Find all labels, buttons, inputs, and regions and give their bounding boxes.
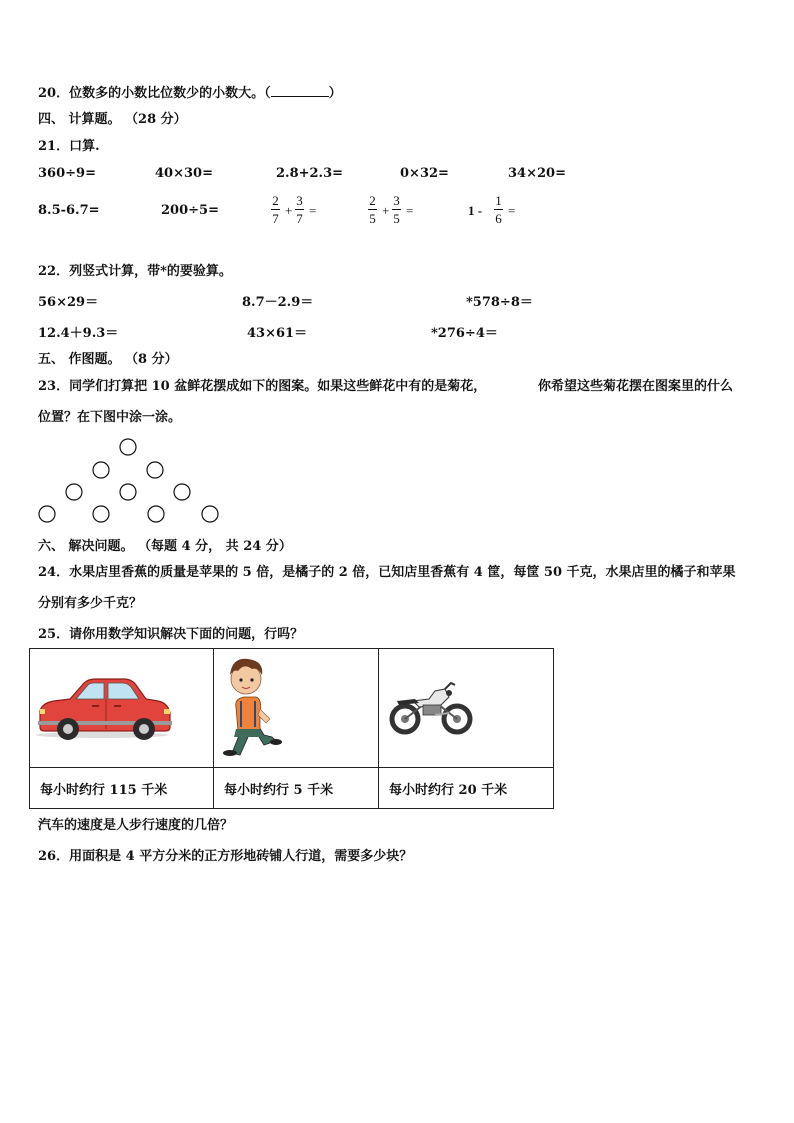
q22-item: 56×29＝ xyxy=(38,295,99,310)
q25-question: 汽车的速度是人步行速度的几倍？ xyxy=(38,818,234,833)
q20-answer-blank[interactable] xyxy=(271,84,329,97)
flower-circle[interactable] xyxy=(93,462,109,478)
plus-sign: + xyxy=(285,203,293,218)
q22-item: *276÷4＝ xyxy=(431,326,498,341)
q20-line xyxy=(38,82,342,101)
numerator: 2 xyxy=(369,193,376,208)
equals-sign: = xyxy=(406,203,414,218)
equals-sign: = xyxy=(309,203,317,218)
q21-item: 2.8+2.3= xyxy=(276,166,344,181)
numerator: 2 xyxy=(272,193,279,208)
numerator: 1 xyxy=(495,193,502,208)
flower-circle[interactable] xyxy=(148,506,164,522)
q21-title: 21．口算. xyxy=(38,139,100,154)
denominator: 5 xyxy=(369,211,376,226)
caption-motorcycle: 每小时约行 20 千米 xyxy=(379,768,554,809)
denominator: 5 xyxy=(393,211,400,226)
fraction xyxy=(271,193,280,226)
equals-sign: = xyxy=(508,203,516,218)
q21-item: 34×20= xyxy=(508,166,566,181)
numerator: 3 xyxy=(393,193,400,208)
section-4-title: 四、 计算题。 （28 分） xyxy=(38,112,187,127)
flower-circle[interactable] xyxy=(93,506,109,522)
numerator: 3 xyxy=(296,193,303,208)
q21-item: 360÷9= xyxy=(38,166,96,181)
flower-circle[interactable] xyxy=(120,484,136,500)
denominator: 7 xyxy=(272,211,279,226)
q21-item: 8.5-6.7= xyxy=(38,203,100,218)
flower-circle[interactable] xyxy=(120,439,136,455)
q22-item: 12.4＋9.3＝ xyxy=(38,326,119,341)
q26-text: 26．用面积是 4 平方分米的正方形地砖铺人行道，需要多少块？ xyxy=(38,849,413,864)
flower-circle[interactable] xyxy=(66,484,82,500)
flower-circle[interactable] xyxy=(39,506,55,522)
denominator: 6 xyxy=(495,211,502,226)
motorcycle-icon xyxy=(379,649,553,763)
car-cell xyxy=(30,649,214,768)
fraction xyxy=(295,193,304,226)
q22-item: 43×61＝ xyxy=(247,326,308,341)
flower-triangle-pattern xyxy=(30,432,230,528)
flower-circle[interactable] xyxy=(202,506,218,522)
section-5-title: 五、 作图题。 （8 分） xyxy=(38,352,178,367)
caption-walking: 每小时约行 5 千米 xyxy=(214,768,379,809)
q20-close: ） xyxy=(328,86,342,101)
fraction xyxy=(494,193,503,226)
caption-car: 每小时约行 115 千米 xyxy=(30,768,214,809)
q24-line2: 分别有多少千克？ xyxy=(38,596,143,611)
q25-title: 25．请你用数学知识解决下面的问题，行吗？ xyxy=(38,627,304,642)
fraction xyxy=(368,193,377,226)
q23-line1b: 你希望这些菊花摆在图案里的什么 xyxy=(538,379,734,394)
speed-table xyxy=(29,648,554,809)
q21-item: 40×30= xyxy=(155,166,213,181)
flower-circle[interactable] xyxy=(174,484,190,500)
q23-line1a: 23．同学们打算把 10 盆鲜花摆成如下的图案。如果这些鲜花中有的是菊花， xyxy=(38,379,487,394)
q21-item: 200÷5= xyxy=(161,203,219,218)
walking-boy-icon xyxy=(214,649,378,763)
q22-item: *578÷8＝ xyxy=(466,295,533,310)
q24-line1: 24．水果店里香蕉的质量是苹果的 5 倍，是橘子的 2 倍，已知店里香蕉有 4 筐，每筐 50 千克，水果店里的橘子和苹果 xyxy=(38,565,736,580)
boy-cell xyxy=(214,649,379,768)
q20-text: 20．位数多的小数比位数少的小数大。（ xyxy=(38,86,271,101)
denominator: 7 xyxy=(296,211,303,226)
fraction xyxy=(392,193,401,226)
car-icon xyxy=(30,649,213,763)
q22-title: 22．列竖式计算，带*的要验算。 xyxy=(38,264,232,279)
q22-item: 8.7－2.9＝ xyxy=(242,295,314,310)
q21-item: 0×32= xyxy=(400,166,449,181)
one-minus: 1 - xyxy=(468,203,483,218)
motorcycle-cell xyxy=(379,649,554,768)
q23-line2: 位置？在下图中涂一涂。 xyxy=(38,410,182,425)
section-6-title: 六、 解决问题。 （每题 4 分， 共 24 分） xyxy=(38,539,292,554)
plus-sign: + xyxy=(382,203,390,218)
flower-circle[interactable] xyxy=(147,462,163,478)
